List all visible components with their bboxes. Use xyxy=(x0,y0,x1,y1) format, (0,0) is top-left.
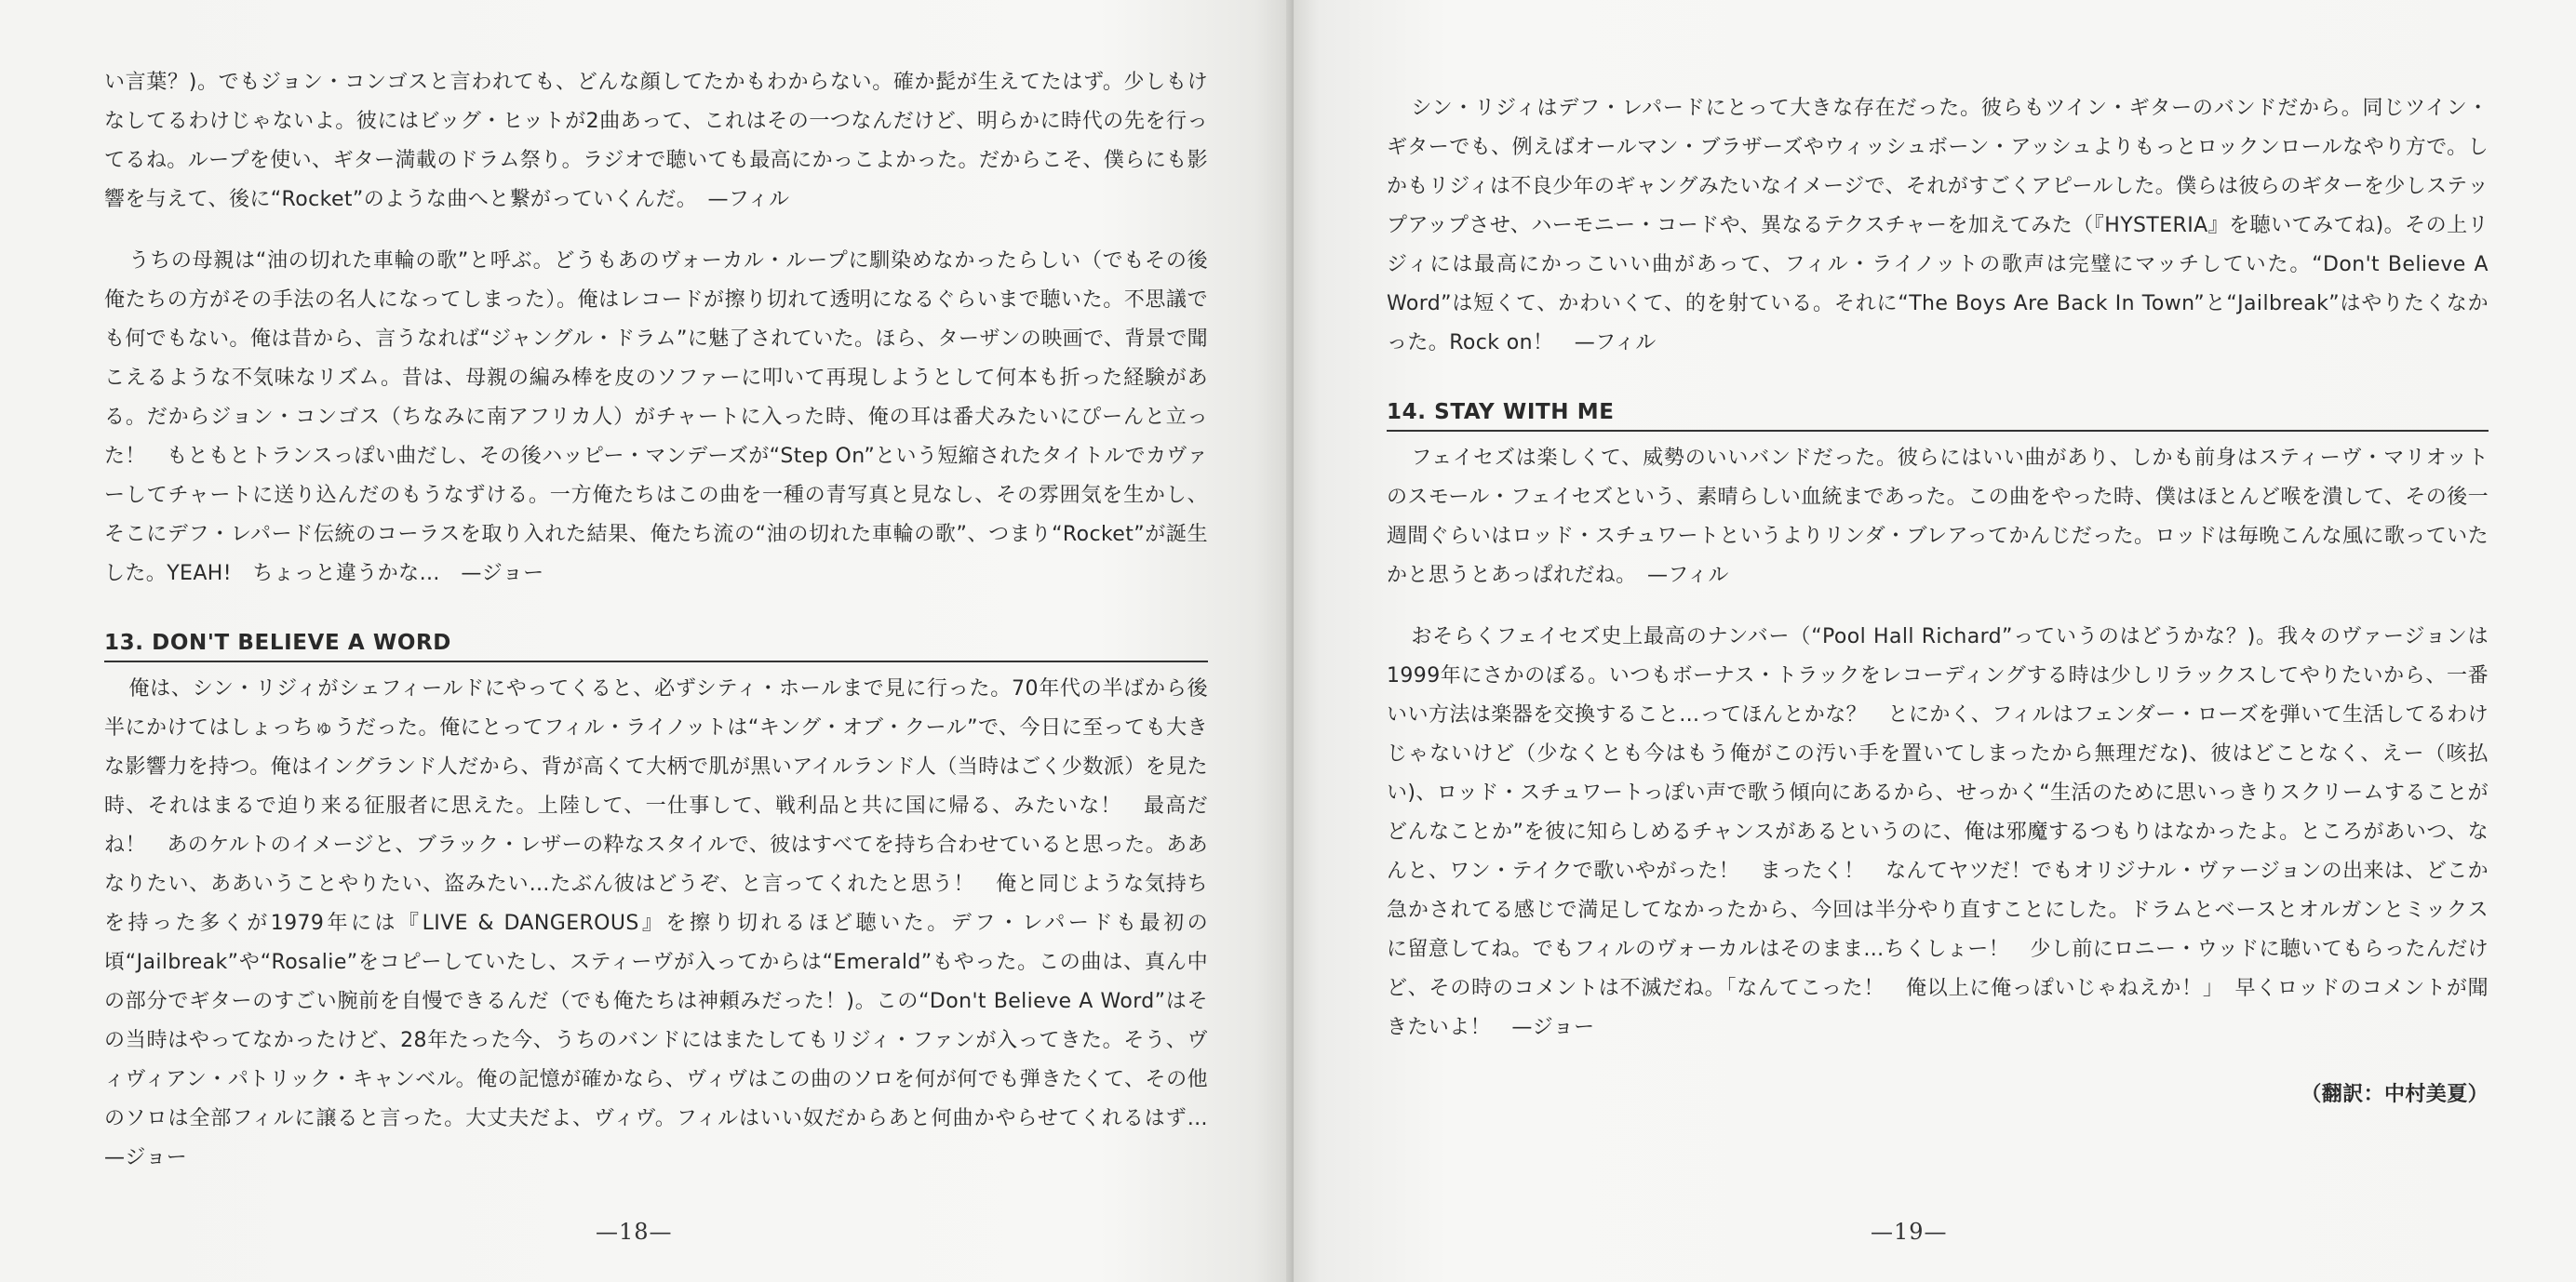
paragraph-stay-with-me-joe: おそらくフェイセズ史上最高のナンバー（“Pool Hall Richard”っていうのはどうかな？)。我々のヴァージョンは1999年にさかのぼる。いつもボーナス・トラックをレコーディングする時は少しリラックスしてやりたいから、一番いい方法は楽器を交換すること…ってほんとかな？ とにかく、フィルはフェンダー・ローズを弾いて生活してるわけじゃないけど（少なくとも今はもう俺がこの汚い手を置いてしまったから無理だな)、彼はどことなく、えー（咳払い)、ロッド・スチュワートっぽい声で歌う傾向にあるから、せっかく“生活のために思いっきりスクリームすることがどんなことか”を彼に知らしめるチャンスがあるというのに、俺は邪魔するつもりはなかったよ。ところがあいつ、なんと、ワン・テイクで歌いやがった！ まったく！ なんてヤツだ！でもオリジナル・ヴァージョンの出来は、どこか急かされてる感じで満足してなかったから、今回は半分やり直すことにした。ドラムとベースとオルガンとミックスに留意してね。でもフィルのヴォーカルはそのまま…ちくしょー！ 少し前にロニー・ウッドに聴いてもらったんだけど、その時のコメントは不滅だね。「なんてこった！ 俺以上に俺っぽいじゃねえか！」 早くロッドのコメントが聞きたいよ！ —ジョー xyxy=(1387,625,2489,1039)
paragraph-rocket-phil: い言葉？)。でもジョン・コンゴスと言われても、どんな顔してたかもわからない。確か髭が生えてたはず。少しもけなしてるわけじゃないよ。彼にはビッグ・ヒットが2曲あって、これはその一つなんだけど、明らかに時代の先を行ってるね。ループを使い、ギター満載のドラム祭り。ラジオで聴いても最高にかっこよかった。だからこそ、僕らにも影響を与えて、後に“Rocket”のような曲へと繋がっていくんだ。 —フィル xyxy=(104,71,1208,211)
section-title-stay-with-me: 14. STAY WITH ME xyxy=(1387,396,2489,432)
section-title-dont-believe-a-word: 13. DON'T BELIEVE A WORD xyxy=(104,627,1208,662)
paragraph-dont-believe-phil: シン・リジィはデフ・レパードにとって大きな存在だった。彼らもツイン・ギターのバンドだから。同じツイン・ギターでも、例えばオールマン・ブラザーズやウィッシュボーン・アッシュよりもっとロックンロールなやり方で。しかもリジィは不良少年のギャングみたいなイメージで、それがすごくアピールした。僕らは彼らのギターを少しステップアップさせ、ハーモニー・コードや、異なるテクスチャーを加えてみた（『HYSTERIA』を聴いてみてね)。その上リジィには最高にかっこいい曲があって、フィル・ライノットの歌声は完璧にマッチしていた。“Don't Believe A Word”は短くて、かわいくて、的を射ている。それに“The Boys Are Back In Town”と“Jailbreak”はやりたくなかった。Rock on！ —フィル xyxy=(1387,97,2489,354)
paragraph-rocket-joe: うちの母親は“油の切れた車輪の歌”と呼ぶ。どうもあのヴォーカル・ループに馴染めなかったらしい（でもその後俺たちの方がその手法の名人になってしまった）。俺はレコードが擦り切れて透明になるぐらいまで聴いた。不思議でも何でもない。俺は昔から、言うなれば“ジャングル・ドラム”に魅了されていた。ほら、ターザンの映画で、背景で聞こえるような不気味なリズム。昔は、母親の編み棒を皮のソファーに叩いて再現しようとして何本も折った経験がある。だからジョン・コンゴス（ちなみに南アフリカ人）がチャートに入った時、俺の耳は番犬みたいにぴーんと立った！ もともとトランスっぽい曲だし、その後ハッピー・マンデーズが“Step On”という短縮されたタイトルでカヴァーしてチャートに送り込んだのもうなずける。一方俺たちはこの曲を一種の青写真と見なし、その雰囲気を生かし、そこにデフ・レパード伝統のコーラスを取り入れた結果、俺たち流の“油の切れた車輪の歌”、つまり“Rocket”が誕生した。YEAH! ちょっと違うかな… —ジョー xyxy=(104,249,1208,585)
right-page xyxy=(1294,0,2576,1282)
right-column xyxy=(1387,89,2489,1115)
paragraph-stay-with-me-phil: フェイセズは楽しくて、威勢のいいバンドだった。彼らにはいい曲があり、しかも前身はスティーヴ・マリオットのスモール・フェイセズという、素晴らしい血統まであった。この曲をやった時、僕はほとんど喉を潰して、その後一週間ぐらいはロッド・スチュワートというよりリンダ・ブレアってかんじだった。ロッドは毎晩こんな風に歌っていたかと思うとあっぱれだね。 —フィル xyxy=(1387,447,2489,587)
translator-credit: （翻訳：中村美夏） xyxy=(2301,1083,2489,1106)
page-number-left: —18— xyxy=(596,1219,673,1245)
left-column xyxy=(104,63,1229,1200)
paragraph-dont-believe-joe: 俺は、シン・リジィがシェフィールドにやってくると、必ずシティ・ホールまで見に行った。70年代の半ばから後半にかけてはしょっちゅうだった。俺にとってフィル・ライノットは“キング・オブ・クール”で、今日に至っても大きな影響力を持つ。俺はイングランド人だから、背が高くて大柄で肌が黒いアイルランド人（当時はごく少数派）を見た時、それはまるで迫り来る征服者に思えた。上陸して、一仕事して、戦利品と共に国に帰る、みたいな！ 最高だね！ あのケルトのイメージと、ブラック・レザーの粋なスタイルで、彼はすべてを持ち合わせていると思った。ああなりたい、ああいうことやりたい、盗みたい…たぶん彼はどうぞ、と言ってくれたと思う！ 俺と同じような気持ちを持った多くが1979年には『LIVE & DANGEROUS』を擦り切れるほど聴いた。デフ・レパードも最初の頃“Jailbreak”や“Rosalie”をコピーしていたし、スティーヴが入ってからは“Emerald”もやった。この曲は、真ん中の部分でギターのすごい腕前を自慢できるんだ（でも俺たちは神頼みだった！)。この“Don't Believe A Word”はその当時はやってなかったけど、28年たった今、うちのバンドにはまたしてもリジィ・ファンが入ってきた。そう、ヴィヴィアン・パトリック・キャンベル。俺の記憶が確かなら、ヴィヴはこの曲のソロを何が何でも弾きたくて、その他のソロは全部フィルに譲ると言った。大丈夫だよ、ヴィヴ。フィルはいい奴だからあと何曲かやらせてくれるはず… —ジョー xyxy=(104,677,1229,1169)
page-number-right: —19— xyxy=(1871,1219,1948,1245)
